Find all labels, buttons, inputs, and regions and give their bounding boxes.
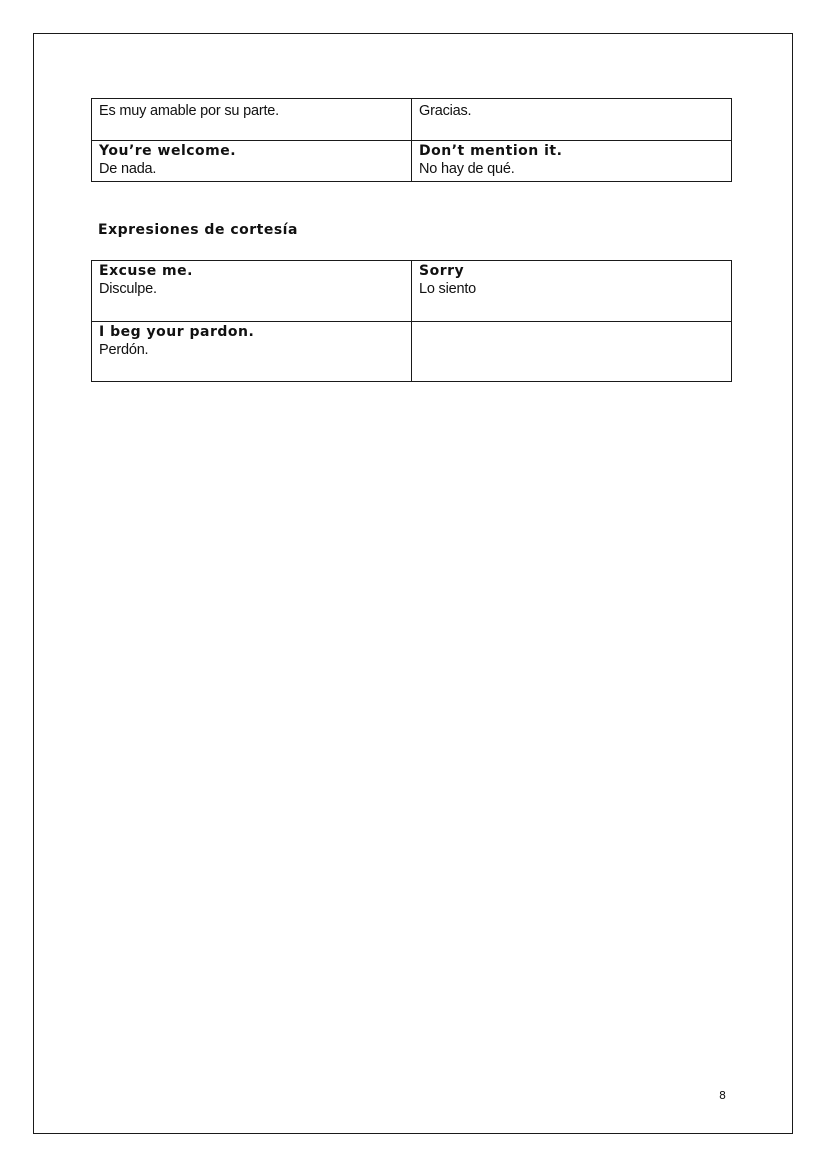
table-cell: [412, 141, 732, 182]
section-heading: Expresiones de cortesía: [98, 222, 298, 238]
spanish-text: Disculpe.: [99, 281, 157, 297]
table-cell: [92, 141, 412, 182]
table-cell: [412, 99, 732, 141]
table-cell: [92, 99, 412, 141]
table-row: [92, 322, 732, 382]
english-phrase: Excuse me.: [99, 263, 193, 279]
table-cell: [92, 261, 412, 322]
english-phrase: You’re welcome.: [99, 143, 237, 159]
spanish-text: Es muy amable por su parte.: [99, 103, 279, 119]
page-frame: [33, 33, 793, 1134]
english-phrase: Don’t mention it.: [419, 143, 563, 159]
phrase-table-courtesy: [91, 260, 732, 382]
table-cell-empty: [412, 322, 732, 382]
spanish-text: No hay de qué.: [419, 161, 515, 177]
phrase-table-gratitude: [91, 98, 732, 182]
table-row: [92, 261, 732, 322]
table-cell: [412, 261, 732, 322]
table-cell: [92, 322, 412, 382]
table-row: [92, 141, 732, 182]
page-number: 8: [719, 1089, 726, 1102]
spanish-text: De nada.: [99, 161, 157, 177]
table-row: [92, 99, 732, 141]
spanish-text: Lo siento: [419, 281, 477, 297]
english-phrase: I beg your pardon.: [99, 324, 255, 340]
spanish-text: Gracias.: [419, 103, 472, 119]
english-phrase: Sorry: [419, 263, 465, 279]
spanish-text: Perdón.: [99, 342, 149, 358]
